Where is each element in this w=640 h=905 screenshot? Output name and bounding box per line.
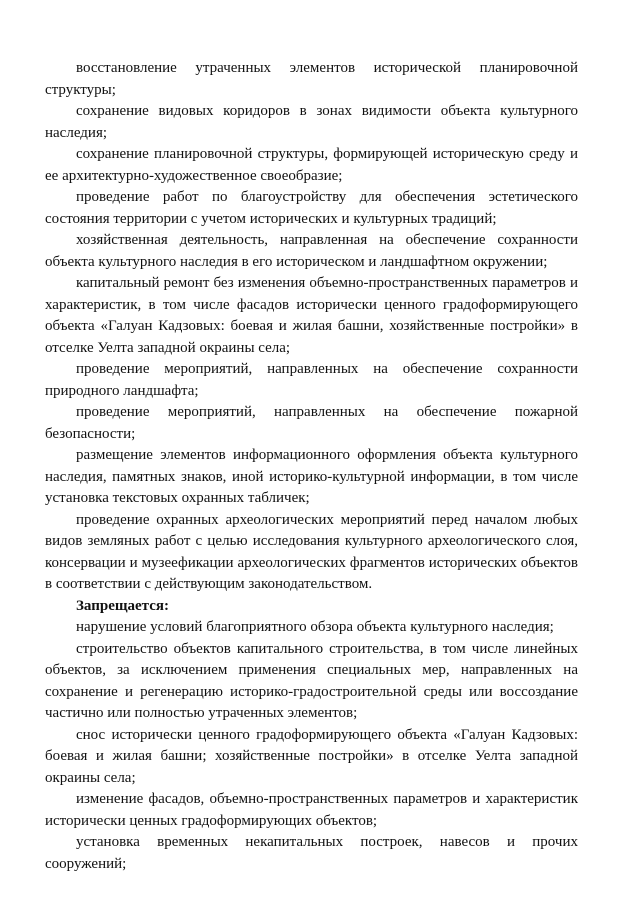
paragraph: проведение работ по благоустройству для обеспечения эстетического состояния территории с учетом исторических и культурных традиций; xyxy=(45,189,578,227)
paragraph: размещение элементов информационного оформления объекта культурного наследия, памятных знаков, иной историко-культурной информации, в том числе установка текстовых охранных табличек; xyxy=(45,447,578,506)
document-page xyxy=(45,58,578,875)
section-heading: Запрещается: xyxy=(76,597,170,614)
paragraph: снос исторически ценного градоформирующего объекта «Галуан Кадзовых: боевая и жилая башни; хозяйственные постройки» в отселке Уелта западной окраины села; xyxy=(45,726,578,786)
paragraph: капитальный ремонт без изменения объемно-пространственных параметров и характеристик, в том числе фасадов исторически ценного градоформирующего объекта «Галуан Кадзовых: боевая и жилая башни, хозяйственные постройки» в отселке Уелта западной окраины села; xyxy=(45,275,578,356)
paragraph: изменение фасадов, объемно-пространственных параметров и характеристик исторически ценных градоформирующих объектов; xyxy=(45,791,578,829)
paragraph: восстановление утраченных элементов исторической планировочной структуры; xyxy=(45,60,578,98)
paragraph: проведение мероприятий, направленных на обеспечение пожарной безопасности; xyxy=(45,404,578,442)
paragraph: нарушение условий благоприятного обзора объекта культурного наследия; xyxy=(76,619,554,635)
paragraph: строительство объектов капитального строительства, в том числе линейных объектов, за исключением применения специальных мер, направленных на сохранение и регенерацию историко-градостроительной среды или воссоздание частично или полностью утраченных элементов; xyxy=(45,640,578,721)
paragraph: сохранение планировочной структуры, формирующей историческую среду и ее архитектурно-художественное своеобразие; xyxy=(45,146,578,184)
paragraph: установка временных некапитальных построек, навесов и прочих сооружений; xyxy=(45,834,578,872)
paragraph: сохранение видовых коридоров в зонах видимости объекта культурного наследия; xyxy=(45,103,578,141)
paragraph: проведение охранных археологических мероприятий перед началом любых видов земляных работ с целью исследования культурного археологического слоя, консервации и музеефикации археологических фрагментов исторических объектов в соответствии с действующим законодательством. xyxy=(45,511,578,592)
paragraph: хозяйственная деятельность, направленная на обеспечение сохранности объекта культурного наследия в его историческом и ландшафтном окружении; xyxy=(45,232,578,270)
paragraph: проведение мероприятий, направленных на обеспечение сохранности природного ландшафта; xyxy=(45,361,578,399)
